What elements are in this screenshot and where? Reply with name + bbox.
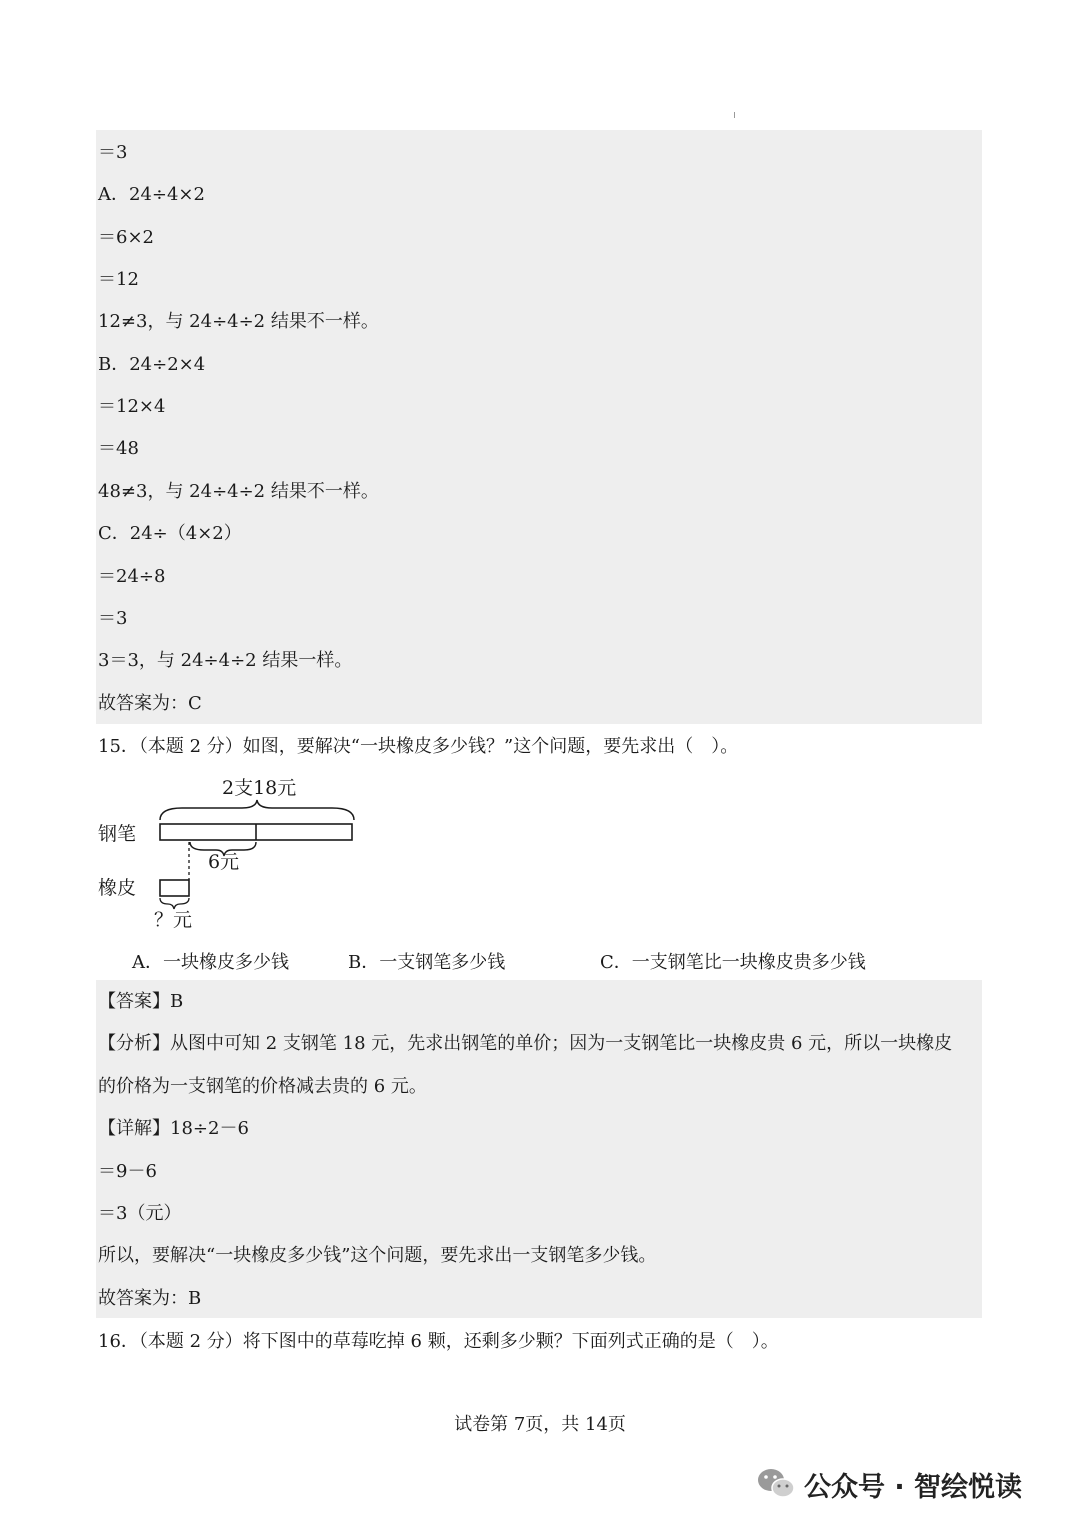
question-15: 15．（本题 2 分）如图，要解决“一块橡皮多少钱？”这个问题，要先求出（ ）。 — [98, 736, 739, 757]
eraser-bar — [160, 880, 189, 896]
solution-line: ＝12 — [98, 269, 139, 290]
solution-block-15 — [96, 980, 982, 1318]
conclusion-line: 所以，要解决“一块橡皮多少钱”这个问题，要先求出一支钢笔多少钱。 — [98, 1245, 657, 1266]
solution-line: ＝3 — [98, 608, 128, 629]
final-answer-line: 故答案为：B — [98, 1288, 202, 1309]
detail-line: ＝3（元） — [98, 1203, 182, 1224]
solution-line: ＝12×4 — [98, 396, 166, 417]
eraser-label: 橡皮 — [98, 877, 137, 899]
solution-line: 48≠3，与 24÷4÷2 结果不一样。 — [98, 481, 379, 502]
page-footer: 试卷第 7页，共 14页 — [454, 1414, 626, 1435]
detail-line: 【详解】18÷2－6 — [98, 1118, 249, 1139]
total-brace — [160, 800, 354, 820]
line-segment-diagram — [92, 772, 372, 932]
solution-block-14 — [96, 130, 982, 724]
wechat-icon — [756, 1467, 796, 1501]
option-c: C．一支钢笔比一块橡皮贵多少钱 — [600, 952, 866, 973]
detail-line: ＝9－6 — [98, 1161, 157, 1182]
scan-mark — [734, 112, 735, 118]
option-a: A．一块橡皮多少钱 — [132, 952, 289, 973]
solution-line: ＝6×2 — [98, 227, 154, 248]
unknown-label: ？元 — [154, 909, 193, 931]
solution-line: 12≠3，与 24÷4÷2 结果不一样。 — [98, 311, 379, 332]
solution-line: ＝48 — [98, 438, 139, 459]
question-16: 16．（本题 2 分）将下图中的草莓吃掉 6 颗，还剩多少颗？下面列式正确的是（ ）。 — [98, 1331, 779, 1352]
option-b: B．一支钢笔多少钱 — [348, 952, 506, 973]
solution-line: A．24÷4×2 — [98, 184, 205, 205]
solution-line: B．24÷2×4 — [98, 354, 206, 375]
answer-line: 【答案】B — [98, 991, 184, 1012]
pen-label: 钢笔 — [98, 823, 137, 845]
solution-line: ＝24÷8 — [98, 566, 166, 587]
analysis-line: 的价格为一支钢笔的价格减去贵的 6 元。 — [98, 1076, 427, 1097]
eraser-brace — [160, 898, 189, 909]
analysis-line: 【分析】从图中可知 2 支钢笔 18 元，先求出钢笔的单价；因为一支钢笔比一块橡皮贵 6 元，所以一块橡皮 — [98, 1033, 953, 1054]
solution-line: 3＝3，与 24÷4÷2 结果一样。 — [98, 650, 353, 671]
solution-answer: 故答案为：C — [98, 693, 202, 714]
total-label: 2支18元 — [222, 777, 297, 799]
watermark — [756, 1464, 1022, 1504]
solution-line: ＝3 — [98, 142, 128, 163]
solution-line: C．24÷（4×2） — [98, 523, 242, 544]
diff-label: 6元 — [208, 851, 240, 873]
watermark-text: 公众号 · 智绘悦读 — [804, 1471, 1023, 1503]
